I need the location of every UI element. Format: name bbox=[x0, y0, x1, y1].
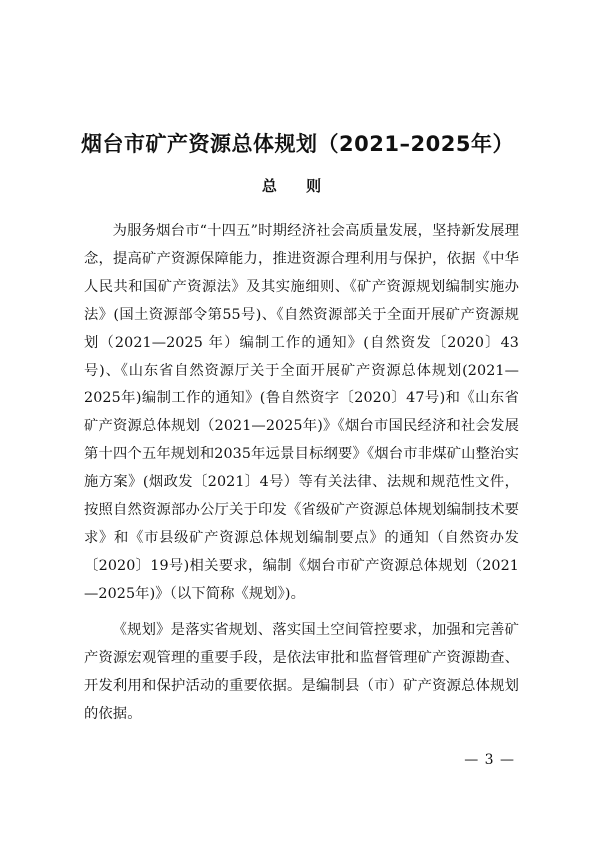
section-heading: 总 则 bbox=[261, 177, 334, 195]
body-paragraph: 《规划》是落实省规划、落实国土空间管控要求，加强和完善矿产资源宏观管理的重要手段，是依法审批和监督管理矿产资源勘查、开发利用和保护活动的重要依据。是编制县（市）矿产资源总体规划的依据。 bbox=[84, 622, 519, 722]
page-number: — 3 — bbox=[464, 752, 515, 768]
document-title: 烟台市矿产资源总体规划（2021–2025年） bbox=[81, 132, 514, 156]
body-paragraph: 为服务烟台市“十四五”时期经济社会高质量发展，坚持新发展理念，提高矿产资源保障能力，推进资源合理利用与保护，依据《中华人民共和国矿产资源法》及其实施细则、《矿产资源规划编制实施办法》(国土资源部令第55号)、《自然资源部关于全面开展矿产资源规划（2021—2025 年）编制工作的通知》(自然资发〔2020〕43号)、《山东省自然资源厅关于全面开展矿产资源总体规划(2021—2025年)编制工作的通知》(鲁自然资字〔2020〕47号)和《山东省矿产资源总体规划（2021—2025年)》《烟台市国民经济和社会发展第十四个五年规划和2035年远景目标纲要》《烟台市非煤矿山整治实施方案》(烟政发〔2021〕4号）等有关法律、法规和规范性文件，按照自然资源部办公厅关于印发《省级矿产资源总体规划编制技术要求》和《市县级矿产资源总体规划编制要点》的通知（自然资办发〔2020〕19号)相关要求，编制《烟台市矿产资源总体规划（2021—2025年)》（以下简称《规划》)。 bbox=[84, 223, 519, 602]
